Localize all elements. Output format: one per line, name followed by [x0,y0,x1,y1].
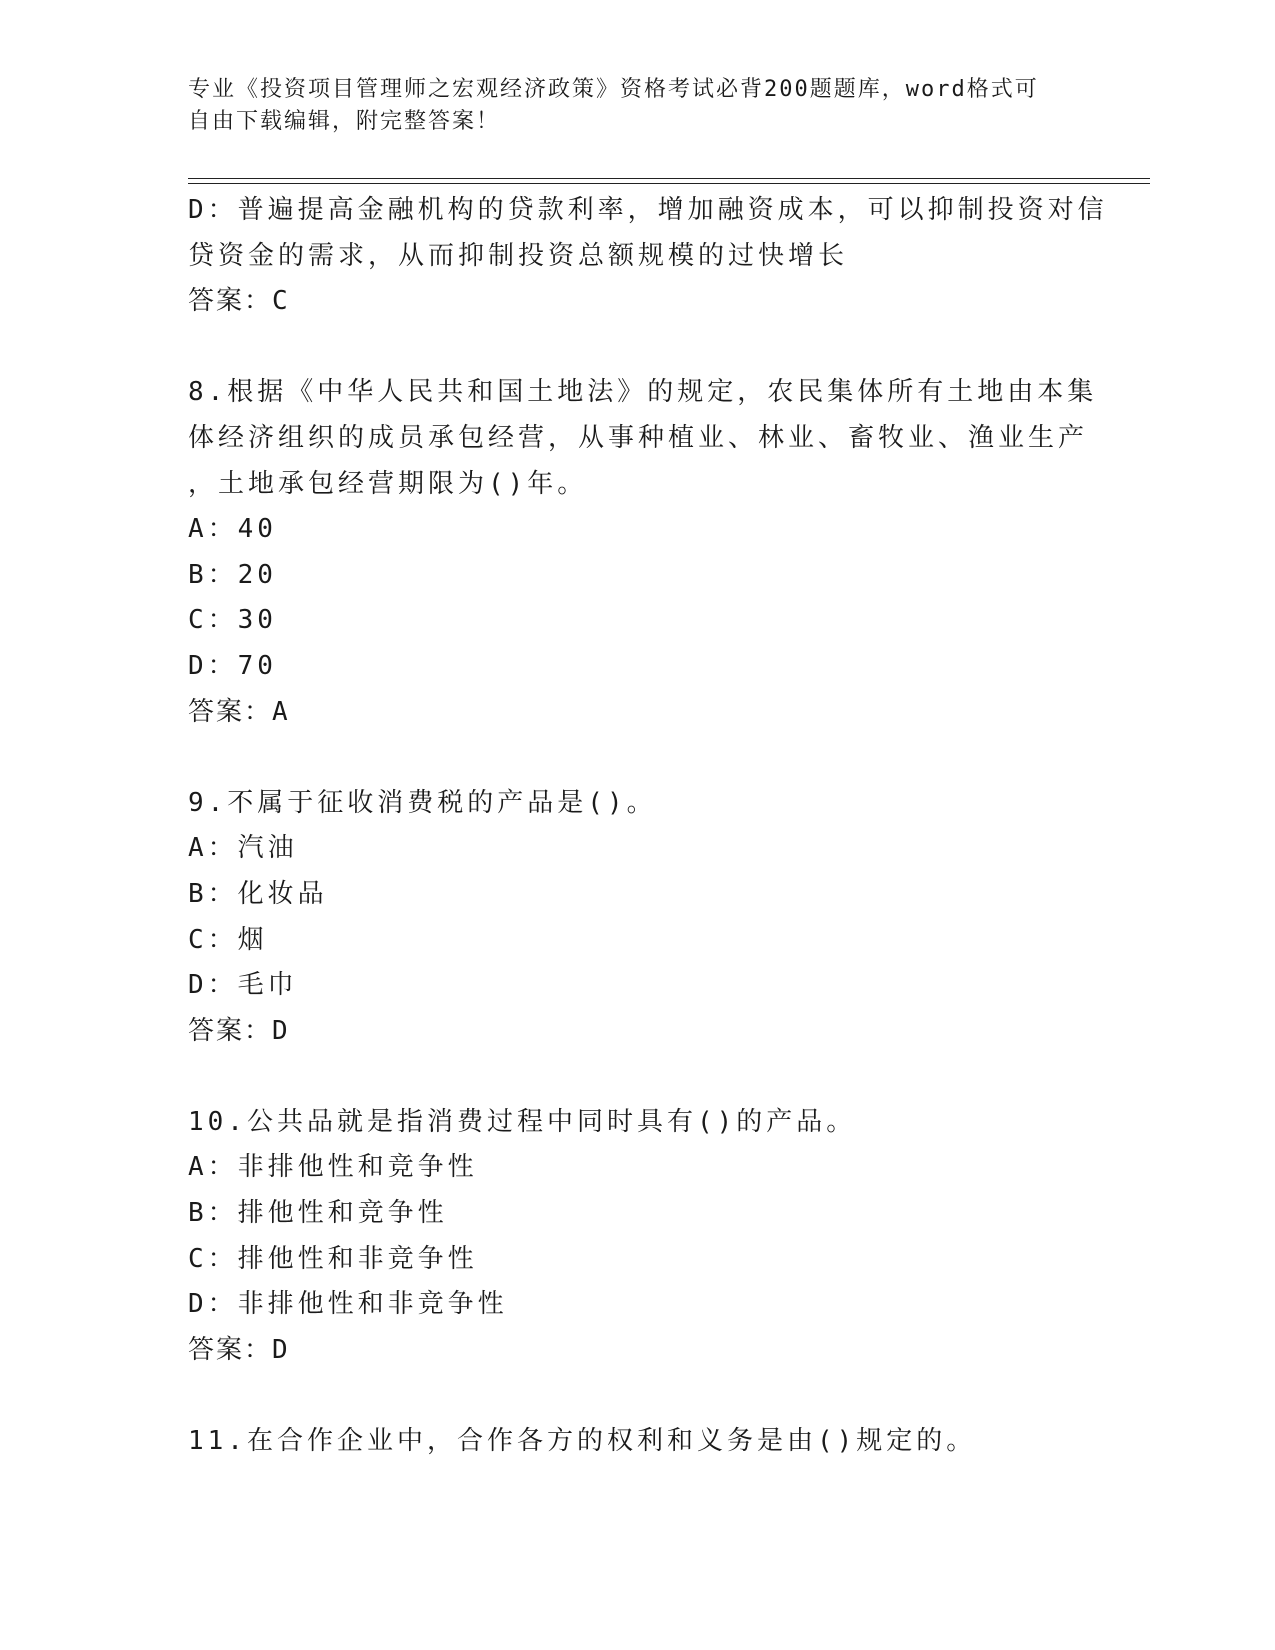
option-c: C：30 [188,605,277,636]
header-divider-top [188,178,1150,179]
question-9 [188,781,1088,1055]
question-stem: ，土地承包经营期限为()年。 [188,468,588,499]
header-divider-bottom [188,183,1150,184]
option-a: A：非排他性和竞争性 [188,1152,478,1183]
option-c: C：排他性和非竞争性 [188,1243,478,1274]
header-line: 专业《投资项目管理师之宏观经济政策》资格考试必背200题题库，word格式可 [188,77,1039,102]
previous-question-tail [188,188,1108,325]
answer-line: 答案：D [188,1334,290,1365]
option-b: B：20 [188,559,277,590]
question-10 [188,1100,1088,1374]
spacer [188,735,1088,781]
question-8 [188,370,1098,735]
answer-line: 答案：A [188,696,290,727]
option-d: D：普遍提高金融机构的贷款利率，增加融资成本，可以抑制投资对信 [188,195,1108,225]
option-d: D：70 [188,650,277,681]
option-d: D：毛巾 [188,970,298,1001]
option-b: B：化妆品 [188,878,328,909]
option-a: A：40 [188,514,277,545]
document-header [188,74,1068,138]
answer-line: 答案：C [188,286,290,317]
option-d: D：非排他性和非竞争性 [188,1289,508,1320]
option-d-continued: 贷资金的需求，从而抑制投资总额规模的过快增长 [188,240,849,271]
option-c: C：烟 [188,924,268,955]
spacer [188,1373,1088,1419]
question-list [188,188,1108,1465]
question-stem: 11.在合作企业中，合作各方的权利和义务是由()规定的。 [188,1426,977,1457]
header-line: 自由下载编辑，附完整答案！ [188,109,501,134]
spacer [188,325,1088,371]
question-stem: 10.公共品就是指消费过程中同时具有()的产品。 [188,1106,857,1137]
option-b: B：排他性和竞争性 [188,1198,448,1229]
answer-line: 答案：D [188,1015,290,1046]
question-stem: 体经济组织的成员承包经营，从事种植业、林业、畜牧业、渔业生产 [188,422,1089,453]
question-stem: 8.根据《中华人民共和国土地法》的规定，农民集体所有土地由本集 [188,377,1098,408]
question-11 [188,1419,1088,1465]
option-a: A：汽油 [188,833,298,864]
spacer [188,1054,1088,1100]
question-stem: 9.不属于征收消费税的产品是()。 [188,787,657,818]
